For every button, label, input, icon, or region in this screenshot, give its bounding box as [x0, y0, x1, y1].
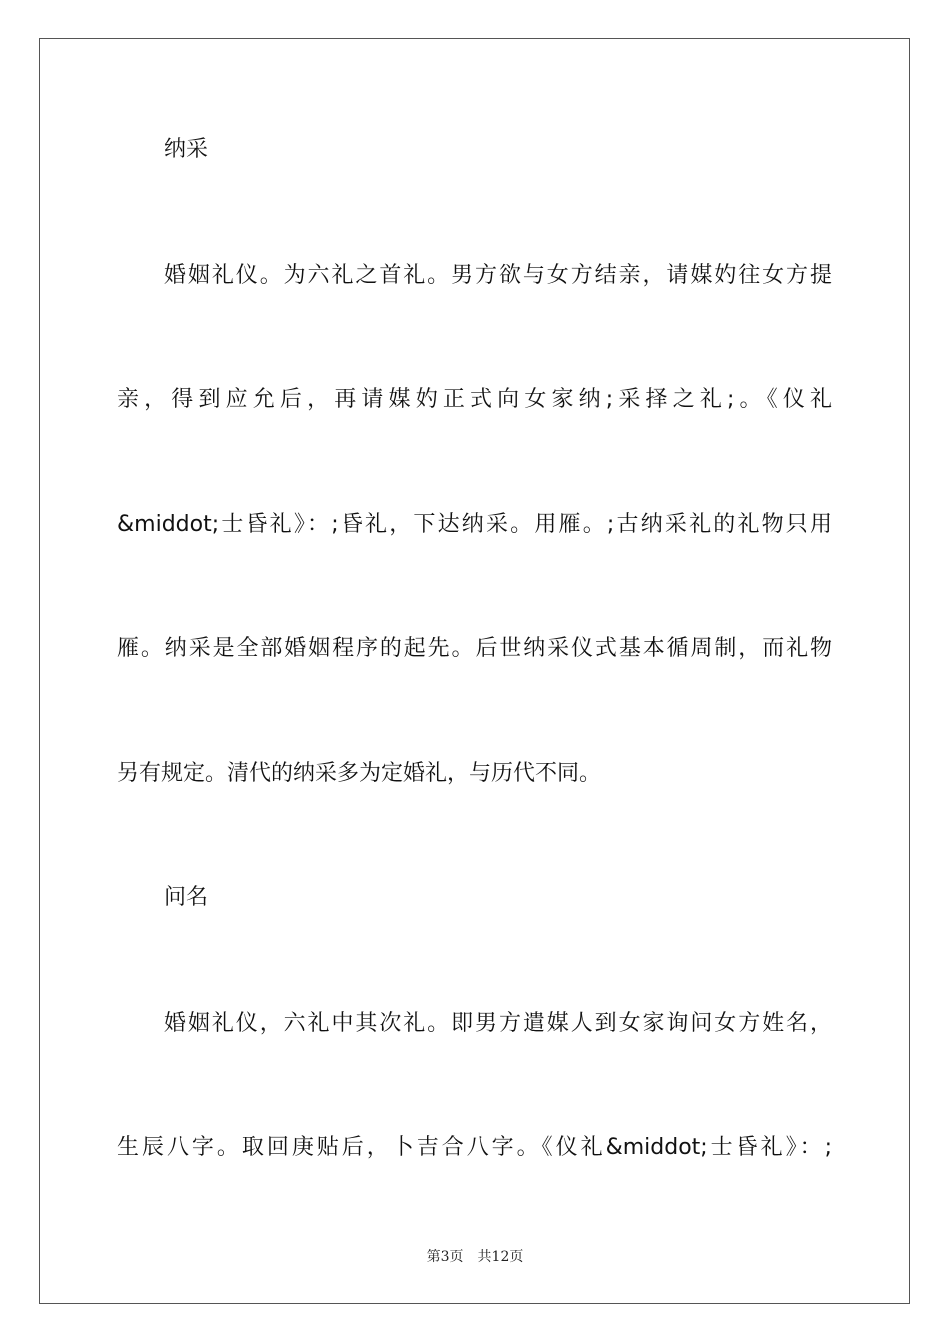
paragraph-line: 另有规定。清代的纳采多为定婚礼，与历代不同。 [117, 761, 602, 786]
section-heading-wenming: 问名 [164, 885, 209, 910]
paragraph-line: 雁。纳采是全部婚姻程序的起先。后世纳采仪式基本循周制，而礼物 [117, 636, 832, 661]
paragraph-line: &middot;士昏礼》：;昏礼，下达纳采。用雁。;古纳采礼的礼物只用 [117, 512, 832, 537]
paragraph-line: 婚姻礼仪，六礼中其次礼。即男方遣媒人到女家询问女方姓名， [164, 1011, 832, 1036]
page-number: 第3页 [426, 1249, 464, 1265]
page-footer [0, 1247, 950, 1267]
section-heading-nacai: 纳采 [164, 137, 209, 162]
paragraph-line: 婚姻礼仪。为六礼之首礼。男方欲与女方结亲，请媒妁往女方提 [164, 263, 832, 288]
page-total: 共12页 [477, 1249, 524, 1265]
paragraph-line: 亲，得到应允后，再请媒妁正式向女家纳;采择之礼;。《仪礼 [117, 387, 832, 412]
page-frame [39, 38, 910, 1304]
paragraph-line: 生辰八字。取回庚贴后，卜吉合八字。《仪礼&middot;士昏礼》：; [117, 1135, 832, 1160]
